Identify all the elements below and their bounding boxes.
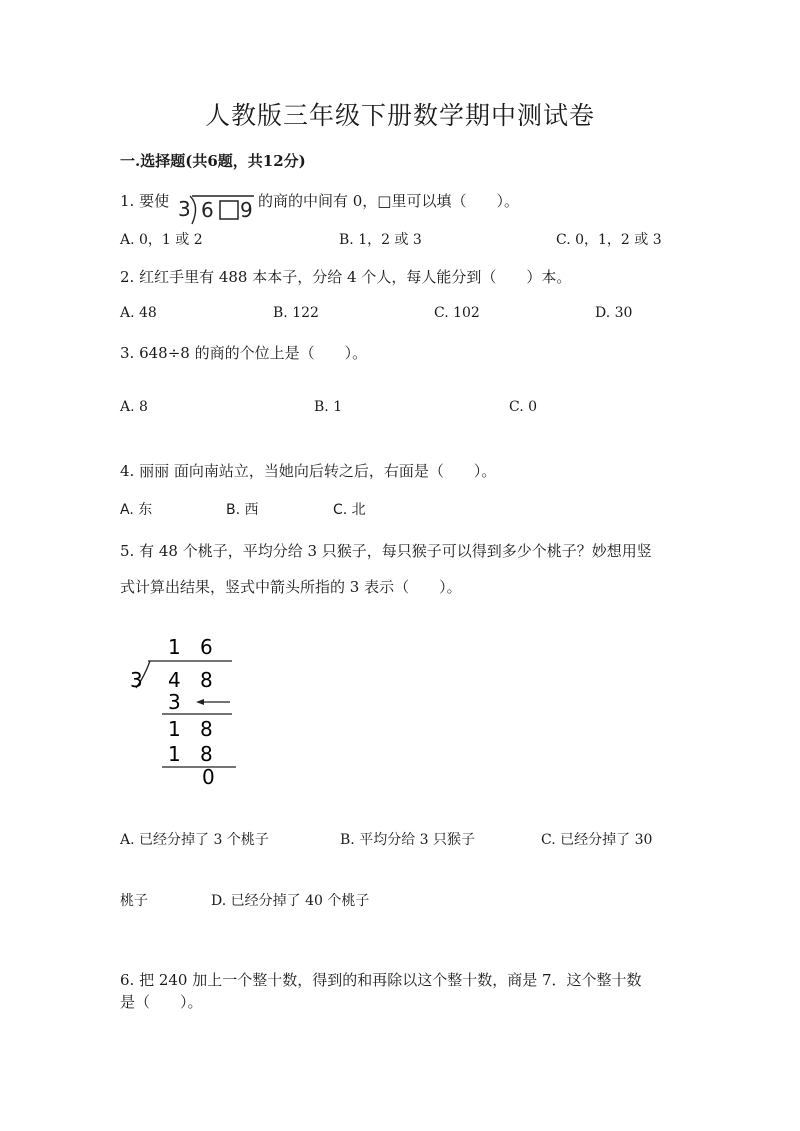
- q1-digit-first: 6: [201, 198, 214, 222]
- q5-option-d: D. 已经分掉了 40 个桃子: [211, 893, 370, 909]
- q1-option-b: B. 1，2 或 3: [339, 232, 422, 248]
- question-1-division-diagram: [168, 184, 260, 226]
- dividend-ones: 8: [200, 668, 213, 692]
- q5-option-c: C. 已经分掉了 30: [541, 832, 653, 848]
- q5-option-a: A. 已经分掉了 3 个桃子: [120, 832, 269, 848]
- q5-option-b: B. 平均分给 3 只猴子: [340, 832, 475, 848]
- arrow-head-icon: [196, 699, 204, 705]
- subtract-step-2-ones: 8: [200, 742, 213, 766]
- section-heading: 一.选择题(共6题，共12分): [120, 152, 306, 170]
- question-6-line-1: 6. 把 240 加上一个整十数，得到的和再除以这个整十数，商是 7．这个整十数: [120, 971, 642, 989]
- q1-digit-last: 9: [240, 198, 253, 222]
- question-6-line-2: 是（ ）。: [120, 993, 203, 1011]
- question-1-suffix: 的商的中间有 0，□里可以填（ ）。: [258, 192, 519, 210]
- question-2: 2. 红红手里有 488 本本子，分给 4 个人，每人能分到（ ）本。: [120, 268, 572, 286]
- bring-down-tens: 1: [168, 717, 181, 741]
- q4-option-c: C. 北: [333, 502, 366, 518]
- q3-option-c: C. 0: [509, 399, 538, 415]
- remainder: 0: [202, 765, 215, 789]
- question-4: 4. 丽丽 面向南站立，当她向后转之后，右面是（ ）。: [120, 462, 497, 480]
- long-division-diagram: [126, 630, 246, 790]
- divisor: 3: [130, 668, 143, 692]
- q2-option-c: C. 102: [434, 305, 480, 321]
- q3-option-a: A. 8: [120, 399, 148, 415]
- subtract-step-2-tens: 1: [168, 742, 181, 766]
- question-5-line-1: 5. 有 48 个桃子，平均分给 3 只猴子，每只猴子可以得到多少个桃子？妙想用竖: [120, 542, 652, 560]
- q5-option-c-continued: 桃子: [120, 893, 148, 909]
- q1-option-a: A. 0，1 或 2: [120, 232, 203, 248]
- dividend-tens: 4: [168, 668, 181, 692]
- page-title: 人教版三年级下册数学期中测试卷: [204, 101, 595, 130]
- bring-down-ones: 8: [200, 717, 213, 741]
- quotient-tens: 1: [168, 635, 181, 659]
- q2-option-a: A. 48: [120, 305, 157, 321]
- question-5-line-2: 式计算出结果，竖式中箭头所指的 3 表示（ ）。: [120, 578, 462, 596]
- q2-option-d: D. 30: [595, 305, 633, 321]
- q3-option-b: B. 1: [314, 399, 343, 415]
- q1-blank-box: [220, 201, 238, 219]
- q4-option-b: B. 西: [226, 502, 259, 518]
- q2-option-b: B. 122: [273, 305, 319, 321]
- q4-option-a: A. 东: [120, 502, 153, 518]
- question-3: 3. 648÷8 的商的个位上是（ ）。: [120, 344, 368, 362]
- q1-divisor: 3: [178, 197, 191, 221]
- question-1-prefix: 1. 要使: [120, 192, 170, 210]
- q1-division-bracket: [190, 196, 196, 224]
- subtract-step-1: 3: [168, 690, 181, 714]
- q1-option-c: C. 0，1，2 或 3: [556, 232, 662, 248]
- quotient-ones: 6: [200, 635, 213, 659]
